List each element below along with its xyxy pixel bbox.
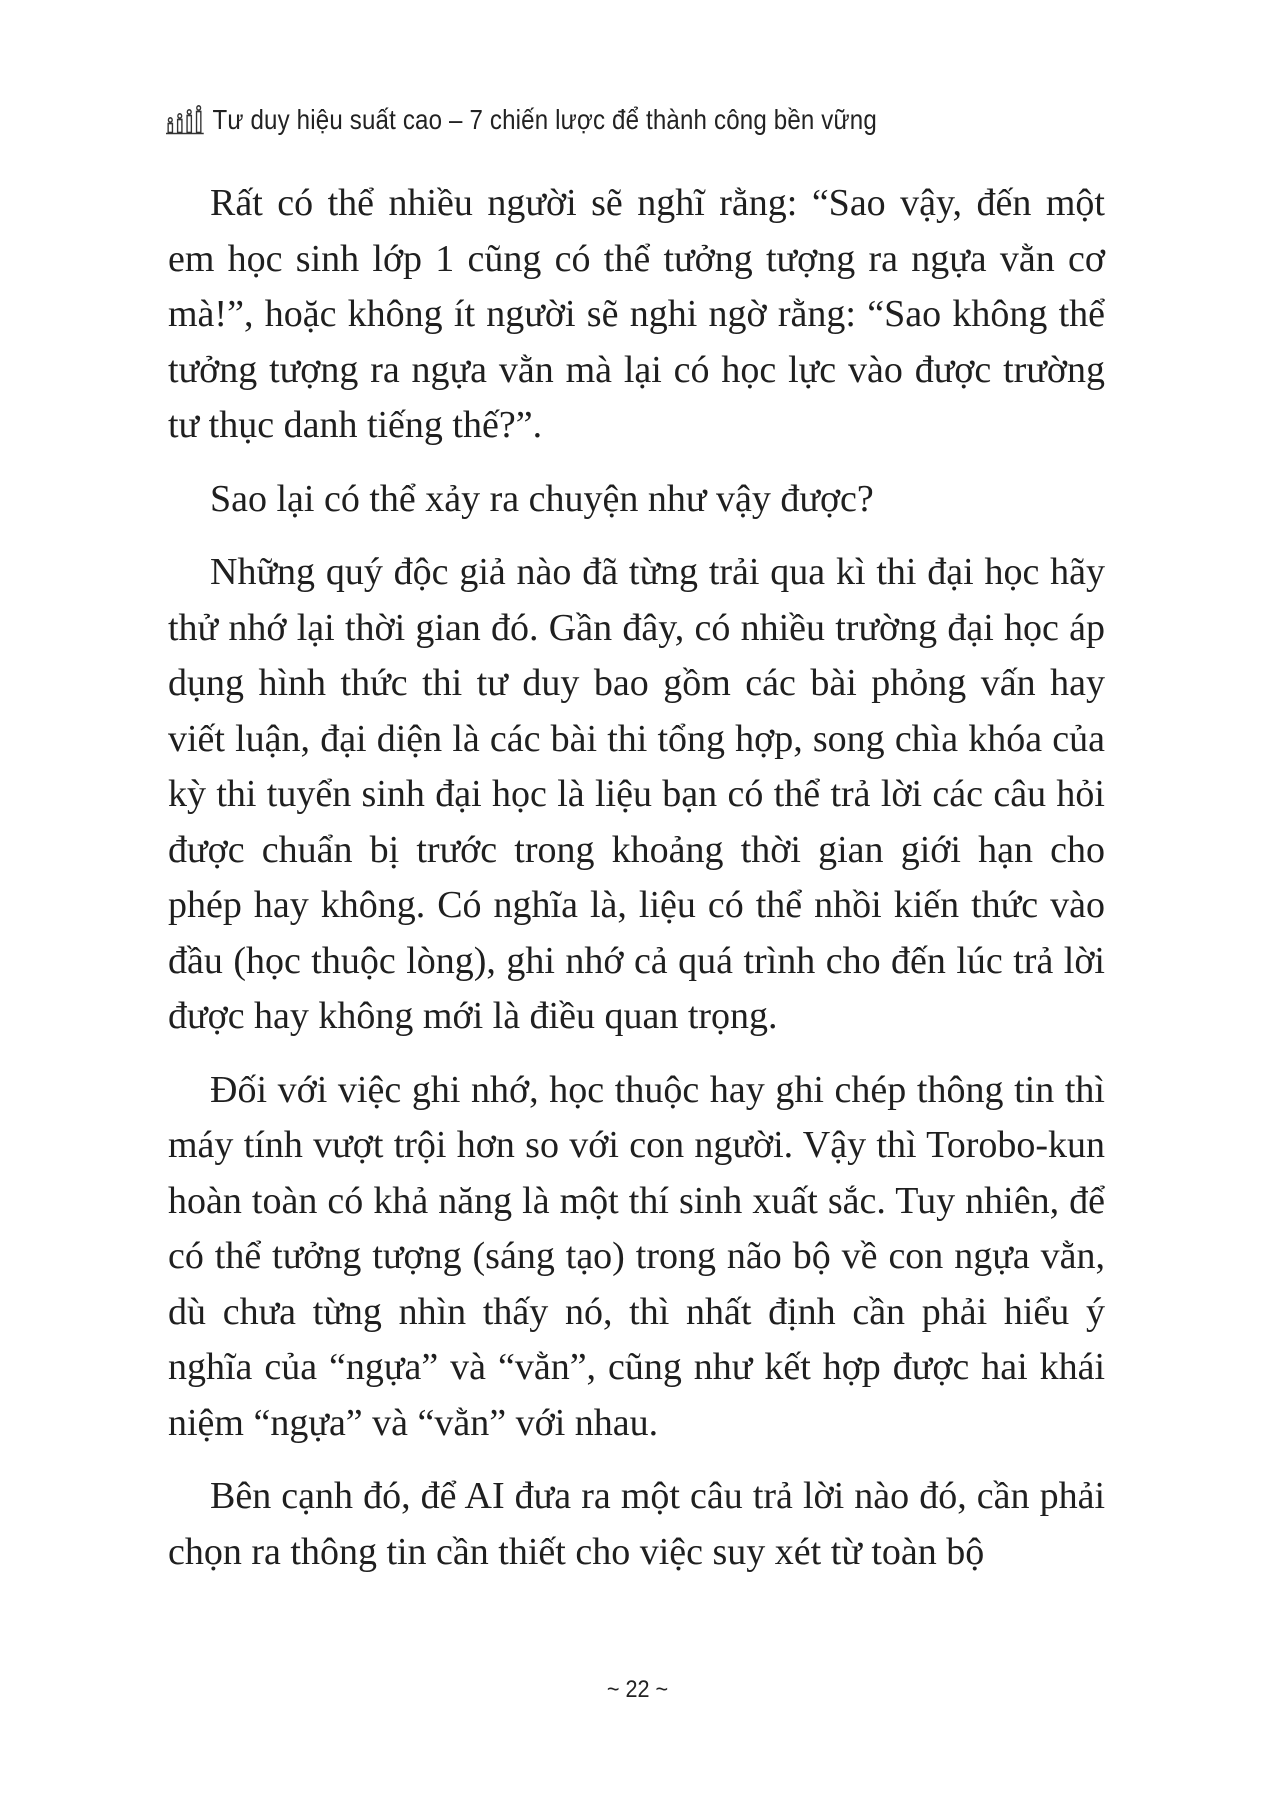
paragraph-2: Sao lại có thể xảy ra chuyện như vậy được? xyxy=(210,477,874,520)
running-header-title: Tư duy hiệu suất cao – 7 chiến lược để thành công bền vững xyxy=(212,104,877,135)
page-number: ~ 22 ~ xyxy=(606,1676,669,1703)
body-text xyxy=(168,176,1105,1598)
paragraph-1: Rất có thể nhiều người sẽ nghĩ rằng: “Sao vậy, đến một em học sinh lớp 1 cũng có thể tưởng tượng ra ngựa vằn cơ mà!”, hoặc không ít người sẽ nghi ngờ rằng: “Sao không thể tưởng tượng ra ngựa vằn mà lại có học lực vào được trường tư thục danh tiếng thế?”. xyxy=(168,182,1105,446)
people-bars-icon xyxy=(166,105,204,135)
running-header xyxy=(166,100,877,140)
paragraph-5: Bên cạnh đó, để AI đưa ra một câu trả lời nào đó, cần phải chọn ra thông tin cần thiết cho việc suy xét từ toàn bộ xyxy=(168,1475,1105,1573)
paragraph-4: Đối với việc ghi nhớ, học thuộc hay ghi chép thông tin thì máy tính vượt trội hơn so với con người. Vậy thì Torobo-kun hoàn toàn có khả năng là một thí sinh xuất sắc. Tuy nhiên, để có thể tưởng tượng (sáng tạo) trong não bộ về con ngựa vằn, dù chưa từng nhìn thấy nó, thì nhất định cần phải hiểu ý nghĩa của “ngựa” và “vằn”, cũng như kết hợp được hai khái niệm “ngựa” và “vằn” với nhau. xyxy=(168,1068,1105,1444)
paragraph-3: Những quý độc giả nào đã từng trải qua kì thi đại học hãy thử nhớ lại thời gian đó. Gần đây, có nhiều trường đại học áp dụng hình thức thi tư duy bao gồm các bài phỏng vấn hay viết luận, đại diện là các bài thi tổng hợp, song chìa khóa của kỳ thi tuyển sinh đại học là liệu bạn có thể trả lời các câu hỏi được chuẩn bị trước trong khoảng thời gian giới hạn cho phép hay không. Có nghĩa là, liệu có thể nhồi kiến thức vào đầu (học thuộc lòng), ghi nhớ cả quá trình cho đến lúc trả lời được hay không mới là điều quan trọng. xyxy=(168,551,1105,1037)
